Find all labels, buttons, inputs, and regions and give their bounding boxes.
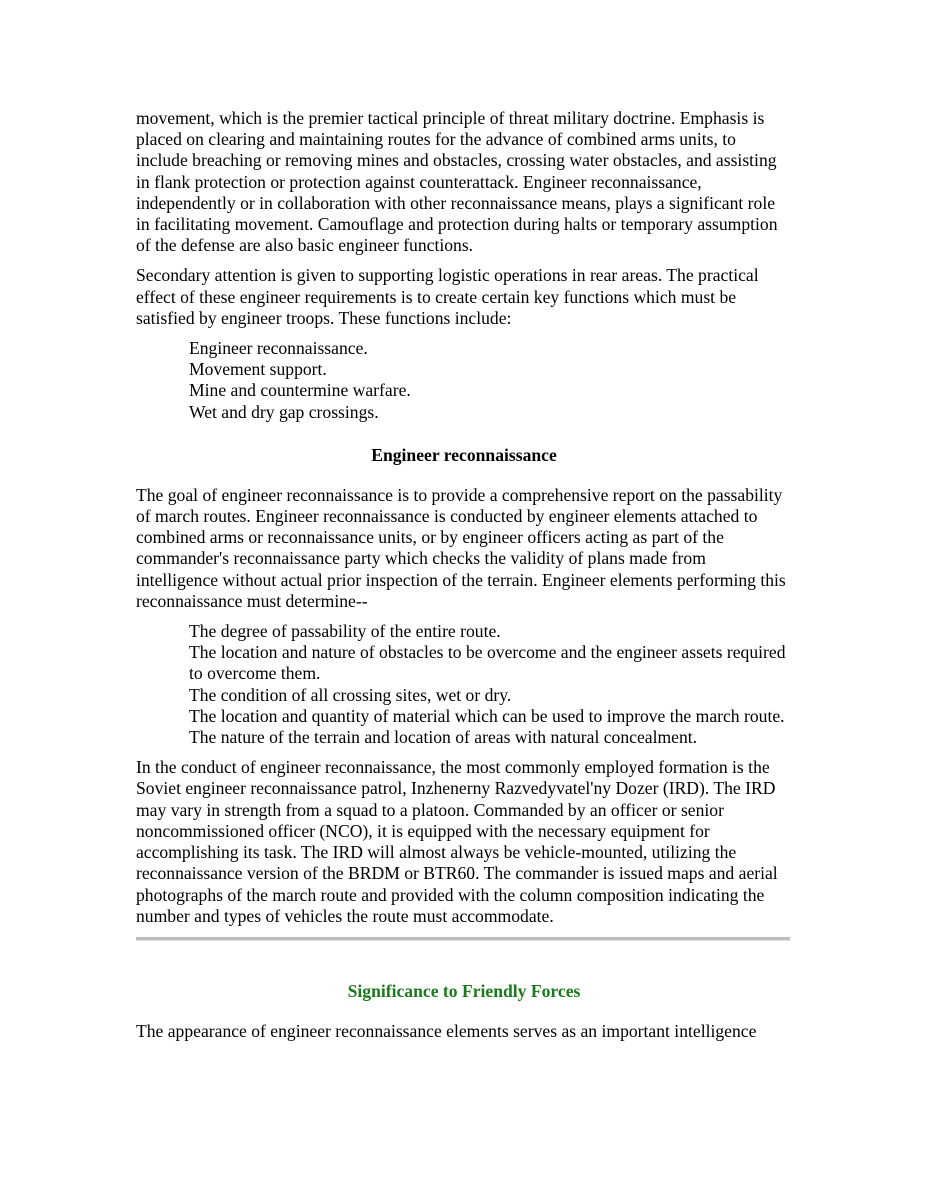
paragraph-significance-start: The appearance of engineer reconnaissance elements serves as an important intelligence	[136, 1020, 757, 1041]
functions-list	[136, 338, 792, 423]
paragraph-recon-goal: The goal of engineer reconnaissance is to provide a comprehensive report on the passability of march routes. Engineer reconnaissance is conducted by engineer elements attached to combined arms or reconnaissance units, or by engineer officers acting as part of the commander's reconnaissance party which checks the validity of plans made from intelligence without actual prior inspection of the terrain. Engineer elements performing this reconnaissance must determine--	[136, 484, 786, 611]
list-item: Mine and countermine warfare.	[189, 380, 411, 401]
list-item: Engineer reconnaissance.	[189, 338, 368, 359]
determine-list	[136, 621, 792, 748]
paragraph-movement: movement, which is the premier tactical principle of threat military doctrine. Emphasis is placed on clearing and maintaining routes for the advance of combined arms units, to include breaching or removing mines and obstacles, crossing water obstacles, and assisting in flank protection or protection against counterattack. Engineer reconnaissance, independently or in collaboration with other reconnaissance means, plays a significant role in facilitating movement. Camouflage and protection during halts or temporary assumption of the defense are also basic engineer functions.	[136, 108, 778, 256]
list-item: The nature of the terrain and location of areas with natural concealment.	[189, 727, 698, 748]
list-item: The location and nature of obstacles to be overcome and the engineer assets required to overcome them.	[189, 642, 786, 684]
list-item: The condition of all crossing sites, wet or dry.	[189, 684, 512, 705]
heading-engineer-reconnaissance: Engineer reconnaissance	[371, 444, 557, 465]
list-item: The location and quantity of material which can be used to improve the march route.	[189, 705, 785, 726]
horizontal-divider	[136, 937, 790, 941]
list-item: Movement support.	[189, 359, 327, 380]
paragraph-recon-conduct: In the conduct of engineer reconnaissance, the most commonly employed formation is the Soviet engineer reconnaissance patrol, Inzhenerny Razvedyvatel'ny Dozer (IRD). The IRD may vary in strength from a squad to a platoon. Commanded by an officer or senior noncommissioned officer (NCO), it is equipped with the necessary equipment for accomplishing its task. The IRD will almost always be vehicle-mounted, utilizing the reconnaissance version of the BRDM or BTR60. The commander is issued maps and aerial photographs of the march route and provided with the column composition indicating the number and types of vehicles the route must accommodate.	[136, 757, 778, 926]
list-item: The degree of passability of the entire route.	[189, 621, 501, 642]
list-item: Wet and dry gap crossings.	[189, 401, 379, 422]
paragraph-secondary-attention: Secondary attention is given to supporting logistic operations in rear areas. The practical effect of these engineer requirements is to create certain key functions which must be satisfied by engineer troops. These functions include:	[136, 265, 759, 328]
heading-significance-friendly-forces: Significance to Friendly Forces	[347, 980, 581, 1001]
document-page	[136, 108, 792, 1051]
